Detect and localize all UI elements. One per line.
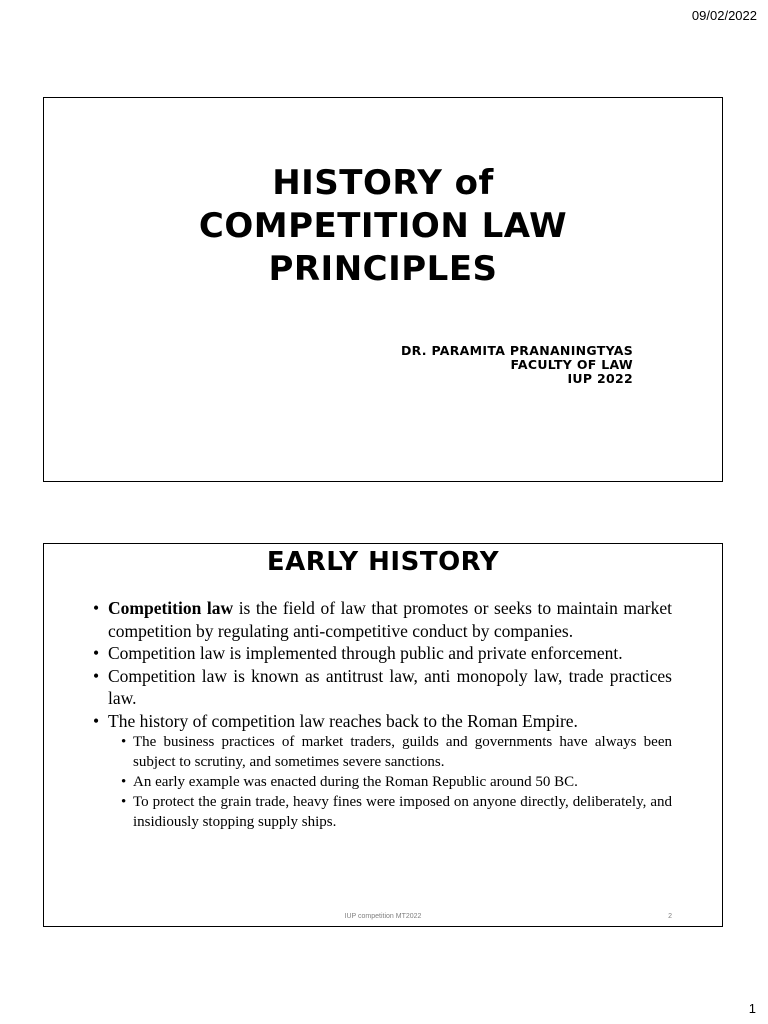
slide-2: [43, 543, 723, 927]
bullet-list: [96, 597, 672, 832]
bullet-text: is the field of law that promotes or seeks to maintain market competition by regulating anti-competitive conduct by companies.: [108, 598, 672, 641]
slide-title: [44, 162, 722, 291]
bullet-item: [96, 665, 672, 710]
sub-bullet-item: • The business practices of market traders, guilds and governments have always been subject to scrutiny, and sometimes severe sanctions.: [108, 732, 672, 772]
page-number: 1: [748, 1001, 756, 1016]
page-date: 09/02/2022: [691, 8, 757, 23]
slide-number: 2: [668, 913, 672, 920]
author-block: [401, 344, 633, 386]
footer-text: IUP competition MT2022: [344, 913, 422, 920]
author-faculty: FACULTY OF LAW: [510, 357, 633, 372]
slide-heading: EARLY HISTORY: [266, 547, 500, 577]
title-line: COMPETITION LAW: [198, 206, 568, 246]
bullet-item: [96, 597, 672, 642]
bullet-item: [96, 642, 672, 665]
bullet-bold-term: Competition law: [108, 598, 234, 618]
author-program: IUP 2022: [567, 371, 633, 386]
bullet-text: Competition law is implemented through public and private enforcement.: [108, 643, 623, 663]
sub-bullet-list: [108, 732, 672, 832]
sub-bullet-item: • An early example was enacted during the Roman Republic around 50 BC.: [108, 772, 672, 792]
slide-1: [43, 97, 723, 482]
bullet-text: Competition law is known as antitrust law, anti monopoly law, trade practices law.: [108, 665, 672, 708]
bullet-text: The history of competition law reaches back to the Roman Empire.: [108, 710, 578, 731]
author-name: DR. PARAMITA PRANANINGTYAS: [400, 343, 633, 358]
bullet-item: [96, 710, 672, 833]
sub-bullet-item: • To protect the grain trade, heavy fines were imposed on anyone directly, deliberately, and insidiously stopping supply ships.: [108, 792, 672, 832]
title-line: HISTORY of: [272, 163, 494, 203]
title-line: PRINCIPLES: [268, 249, 498, 289]
